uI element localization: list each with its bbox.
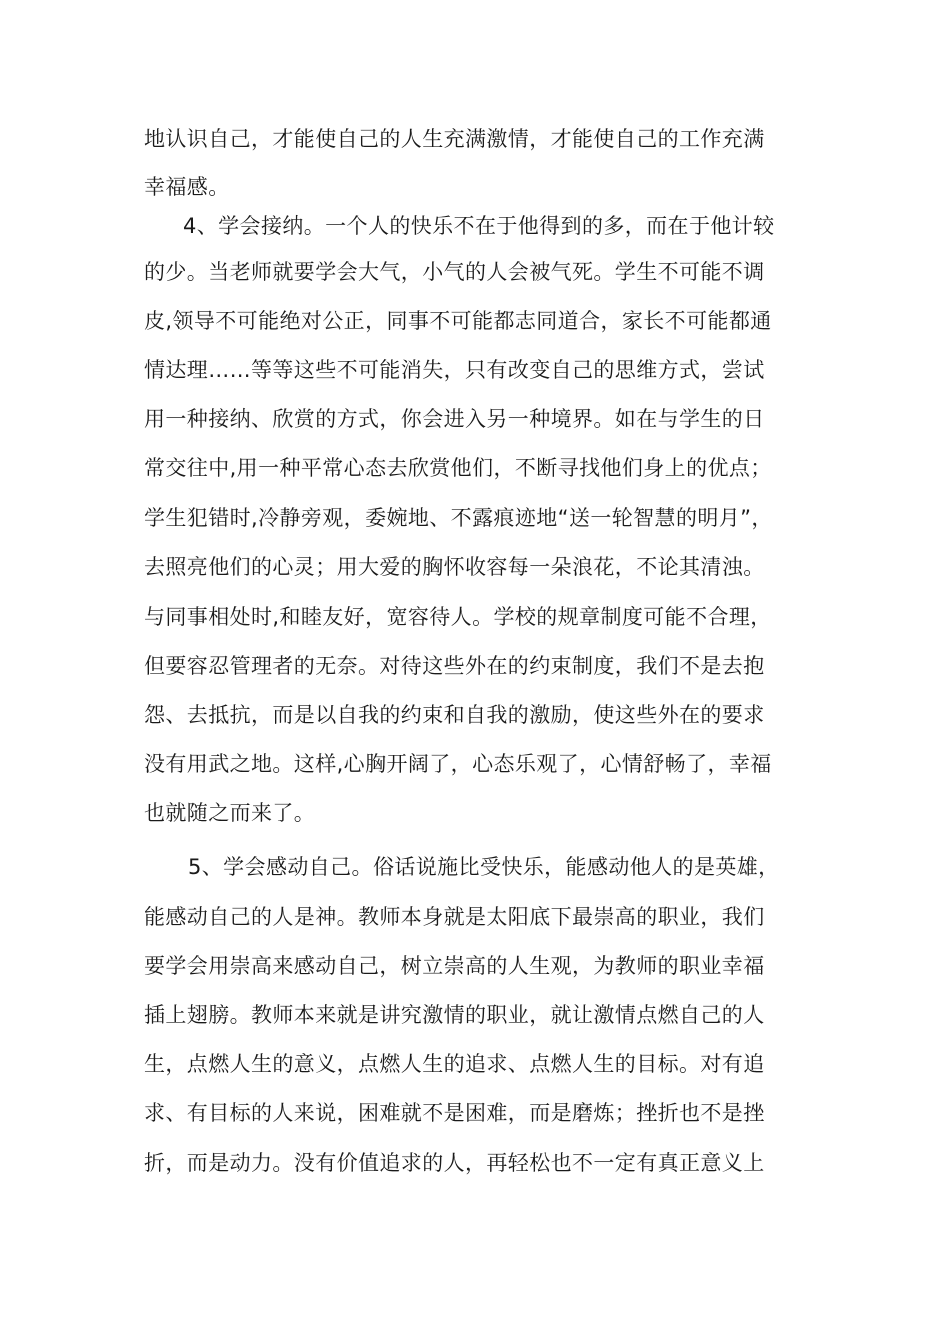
text-line: 情达理……等等这些不可能消失，只有改变自己的思维方式，尝试: [144, 358, 765, 382]
text-line: 要学会用崇高来感动自己，树立崇高的人生观，为教师的职业幸福: [144, 954, 765, 978]
text-line: 皮,领导不可能绝对公正，同事不可能都志同道合，家长不可能都通: [144, 309, 772, 333]
text-line: 与同事相处时,和睦友好，宽容待人。学校的规章制度可能不合理，: [144, 605, 772, 629]
text-line: 求、有目标的人来说，困难就不是困难，而是磨炼；挫折也不是挫: [144, 1101, 765, 1125]
paragraph-5-start: 5、学会感动自己。俗话说施比受快乐，能感动他人的是英雄，: [188, 855, 780, 879]
text-line: 但要容忍管理者的无奈。对待这些外在的约束制度，我们不是去抱: [144, 654, 765, 678]
text-line: 也就随之而来了。: [144, 801, 316, 825]
text-line: 学生犯错时,冷静旁观，委婉地、不露痕迹地“送一轮智慧的明月”，: [144, 506, 773, 530]
text-line: 地认识自己，才能使自己的人生充满激情，才能使自己的工作充满: [144, 127, 765, 151]
text-line: 折，而是动力。没有价值追求的人，再轻松也不一定有真正意义上: [144, 1151, 765, 1175]
paragraph-4-start: 4、学会接纳。一个人的快乐不在于他得到的多，而在于他计较: [183, 214, 775, 238]
text-line: 怨、去抵抗，而是以自我的约束和自我的激励，使这些外在的要求: [144, 703, 765, 727]
text-line: 生，点燃人生的意义，点燃人生的追求、点燃人生的目标。对有追: [144, 1052, 765, 1076]
text-line: 插上翅膀。教师本来就是讲究激情的职业，就让激情点燃自己的人: [144, 1003, 765, 1027]
text-line: 的少。当老师就要学会大气，小气的人会被气死。学生不可能不调: [144, 260, 765, 284]
text-line: 幸福感。: [144, 175, 230, 199]
text-line: 常交往中,用一种平常心态去欣赏他们，不断寻找他们身上的优点；: [144, 456, 772, 480]
text-line: 去照亮他们的心灵；用大爱的胸怀收容每一朵浪花，不论其清浊。: [144, 555, 765, 579]
text-line: 能感动自己的人是神。教师本身就是太阳底下最崇高的职业，我们: [144, 905, 765, 929]
text-line: 没有用武之地。这样,心胸开阔了，心态乐观了，心情舒畅了，幸福: [144, 752, 772, 776]
text-line: 用一种接纳、欣赏的方式，你会进入另一种境界。如在与学生的日: [144, 407, 765, 431]
